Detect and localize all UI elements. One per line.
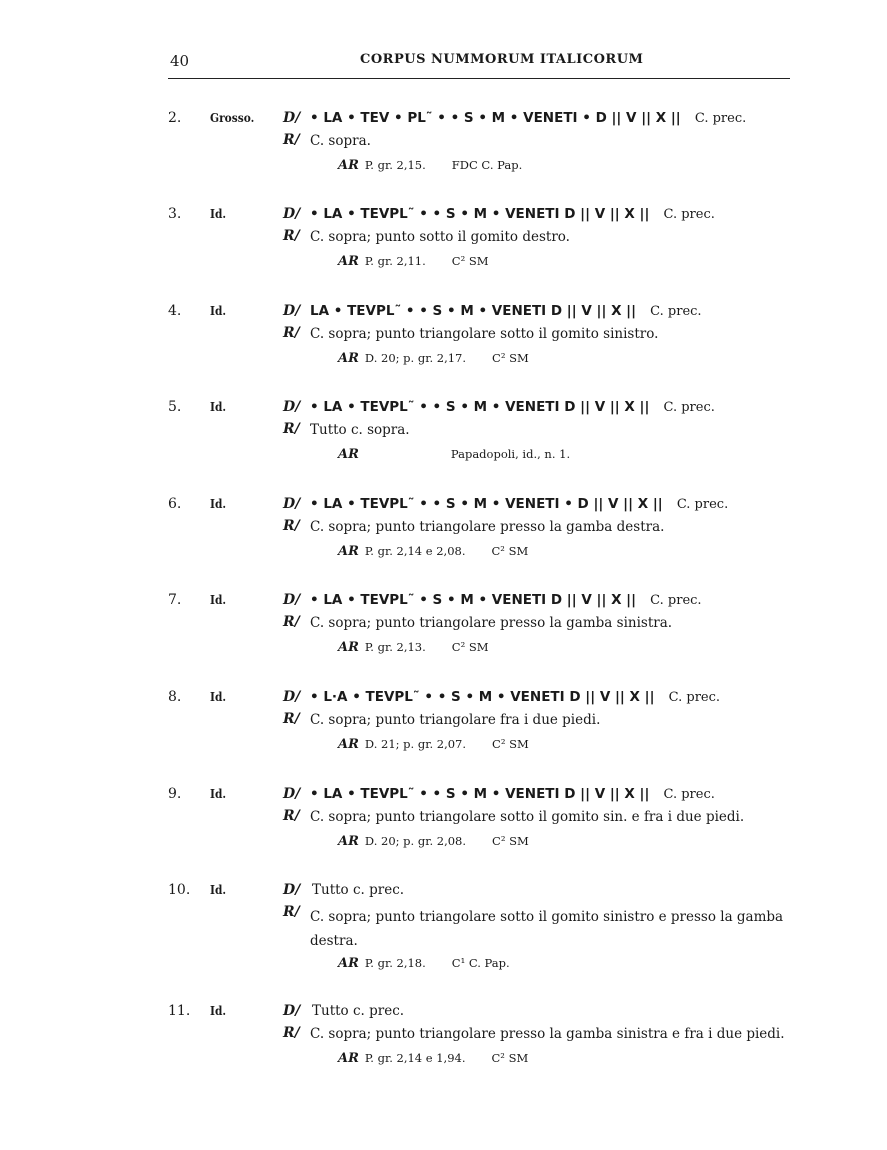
obverse-legend: • L·A • TEVPL˜ • • S • M • VENETI D || V || X || C. prec. (310, 689, 721, 705)
obverse-description: Tutto c. prec. (312, 1003, 405, 1019)
obverse-legend: • LA • TEVPL˜ • • S • M • VENETI • D || V || X || C. prec. (310, 496, 729, 512)
entry-number: 8. (168, 689, 182, 705)
obverse-symbol: D/ (283, 303, 301, 319)
entry-denomination: Id. (210, 206, 227, 221)
reverse-symbol: R/ (283, 228, 300, 244)
obverse-symbol: D/ (283, 399, 301, 415)
obverse-description: Tutto c. prec. (312, 882, 405, 898)
entry-denomination: Id. (210, 592, 227, 607)
reverse-symbol: R/ (283, 518, 300, 534)
obverse-legend: • LA • TEVPL˜ • • S • M • VENETI D || V || X || C. prec. (310, 399, 715, 415)
entry-denomination: Id. (210, 496, 227, 511)
running-title: CORPUS NUMMORUM ITALICORUM (360, 52, 644, 67)
entry-denomination: Id. (210, 303, 227, 318)
entry-number: 6. (168, 496, 182, 512)
reverse-symbol: R/ (283, 421, 300, 437)
reverse-description: C. sopra; punto triangolare sotto il gomito sinistro. (310, 326, 659, 342)
entry-number: 4. (168, 303, 182, 319)
reverse-description: C. sopra; punto triangolare sotto il gomito sinistro e presso la gamba destra. (310, 909, 784, 949)
obverse-symbol: D/ (283, 1003, 301, 1019)
entry-denomination: Grosso. (210, 110, 255, 125)
obverse-symbol: D/ (283, 206, 301, 222)
entry-number: 5. (168, 399, 182, 415)
reverse-description: C. sopra; punto triangolare presso la gamba destra. (310, 519, 665, 535)
obverse-legend: LA • TEVPL˜ • • S • M • VENETI D || V || X || C. prec. (310, 303, 702, 319)
reverse-description: C. sopra; punto triangolare presso la gamba sinistra. (310, 615, 673, 631)
obverse-symbol: D/ (283, 496, 301, 512)
obverse-symbol: D/ (283, 786, 301, 802)
entry-denomination: Id. (210, 882, 227, 897)
reverse-symbol: R/ (283, 808, 300, 824)
obverse-legend: • LA • TEVPL˜ • S • M • VENETI D || V || X || C. prec. (310, 592, 702, 608)
header-rule (168, 78, 790, 79)
entry-metadata: AR Papadopoli, id., n. 1. (338, 447, 571, 462)
reverse-description: C. sopra; punto triangolare presso la gamba sinistra e fra i due piedi. (310, 1026, 785, 1042)
reverse-symbol: R/ (283, 711, 300, 727)
entry-metadata: AR D. 20; p. gr. 2,17. C² SM (338, 351, 529, 366)
entry-denomination: Id. (210, 689, 227, 704)
entry-denomination: Id. (210, 786, 227, 801)
reverse-symbol: R/ (283, 325, 300, 341)
entry-number: 2. (168, 110, 182, 126)
reverse-description: Tutto c. sopra. (310, 422, 410, 438)
reverse-symbol: R/ (283, 614, 300, 630)
reverse-description: C. sopra. (310, 133, 371, 149)
obverse-symbol: D/ (283, 110, 301, 126)
entry-metadata: AR D. 20; p. gr. 2,08. C² SM (338, 834, 529, 849)
obverse-legend: • LA • TEV • PL˜ • • S • M • VENETI • D || V || X || C. prec. (310, 110, 747, 126)
page-number: 40 (170, 52, 190, 70)
entry-denomination: Id. (210, 399, 227, 414)
reverse-symbol: R/ (283, 1025, 300, 1041)
obverse-legend: • LA • TEVPL˜ • • S • M • VENETI D || V || X || C. prec. (310, 786, 715, 802)
entry-metadata: AR P. gr. 2,11. C² SM (338, 254, 489, 269)
entry-metadata: AR P. gr. 2,13. C² SM (338, 640, 489, 655)
entry-metadata: AR P. gr. 2,14 e 2,08. C² SM (338, 544, 529, 559)
obverse-symbol: D/ (283, 689, 301, 705)
entry-number: 3. (168, 206, 182, 222)
reverse-description: C. sopra; punto triangolare fra i due piedi. (310, 712, 601, 728)
entry-number: 10. (168, 882, 191, 898)
entry-metadata: AR P. gr. 2,14 e 1,94. C² SM (338, 1051, 529, 1066)
reverse-symbol: R/ (283, 132, 300, 148)
reverse-description: C. sopra; punto triangolare sotto il gomito sin. e fra i due piedi. (310, 809, 745, 825)
entry-number: 11. (168, 1003, 191, 1019)
obverse-symbol: D/ (283, 592, 301, 608)
entry-metadata: AR P. gr. 2,18. C¹ C. Pap. (338, 956, 510, 971)
entry-denomination: Id. (210, 1003, 227, 1018)
entry-metadata: AR D. 21; p. gr. 2,07. C² SM (338, 737, 529, 752)
reverse-description: C. sopra; punto sotto il gomito destro. (310, 229, 570, 245)
entry-metadata: AR P. gr. 2,15. FDC C. Pap. (338, 158, 523, 173)
entry-number: 7. (168, 592, 182, 608)
entry-number: 9. (168, 786, 182, 802)
reverse-symbol: R/ (283, 904, 300, 920)
obverse-legend: • LA • TEVPL˜ • • S • M • VENETI D || V || X || C. prec. (310, 206, 715, 222)
obverse-symbol: D/ (283, 882, 301, 898)
